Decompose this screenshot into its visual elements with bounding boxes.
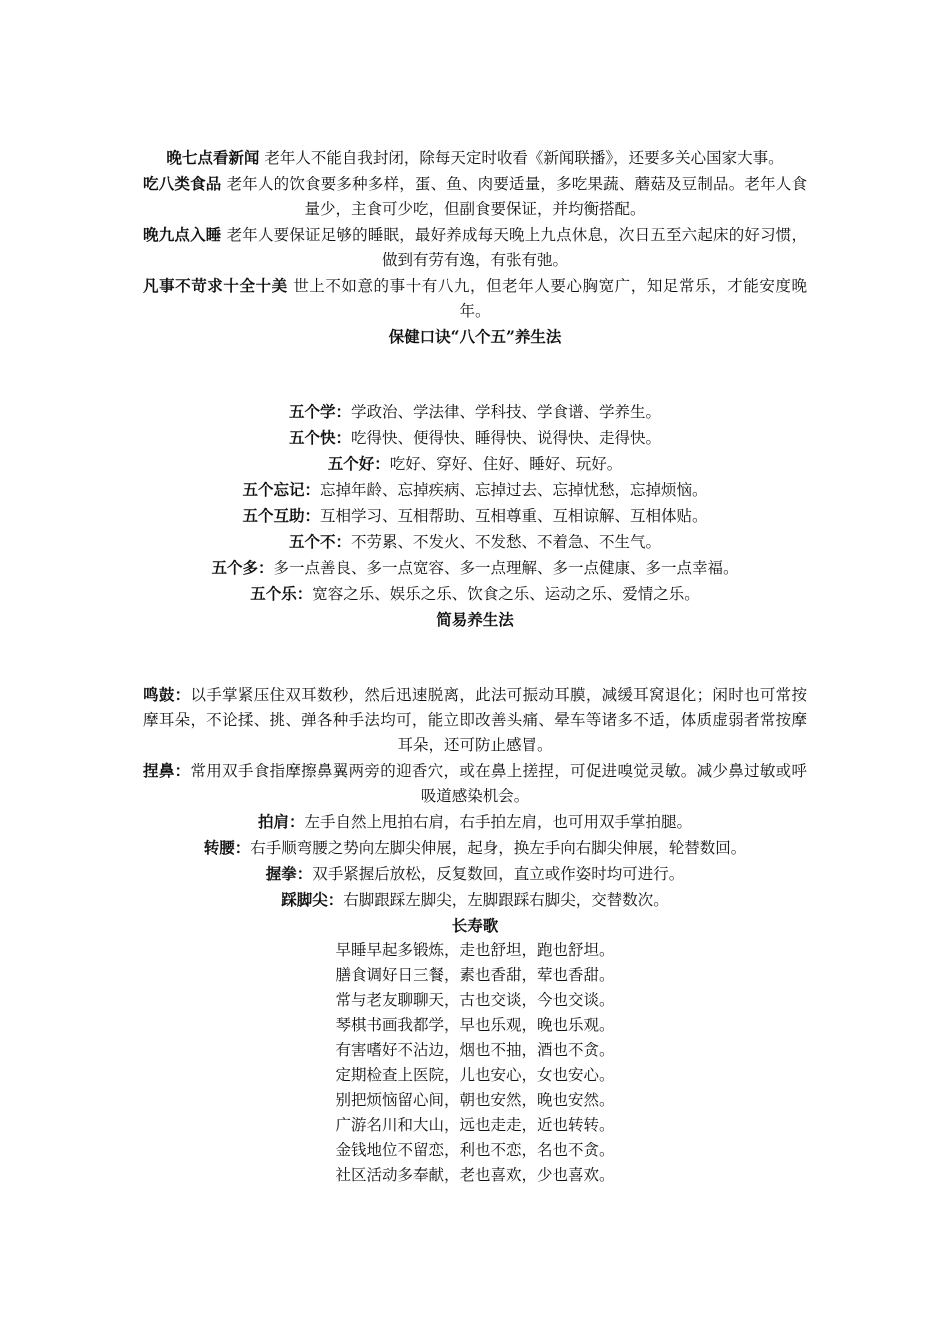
list-item	[143, 503, 807, 529]
poem-line: 琴棋书画我都学，早也乐观，晚也乐观。	[335, 1016, 615, 1034]
item-text: 学政治、学法律、学科技、学食谱、学养生。	[351, 403, 662, 421]
item-text: 宽容之乐、娱乐之乐、饮食之乐、运动之乐、爱情之乐。	[312, 585, 700, 603]
section-heading-simple: 简易养生法	[436, 610, 514, 629]
method-label: 转腰：	[203, 838, 251, 857]
item-text: 不劳累、不发火、不发愁、不着急、不生气。	[351, 533, 662, 551]
list-item	[143, 451, 807, 477]
method-text: 以手掌紧压住双耳数秒，然后迅速脱离，此法可振动耳膜，减缓耳窝退化；闲时也可常按摩耳朵，不论揉、挑、弹各种手法均可，能立即改善头痛、晕车等诸多不适，体质虚弱者常按摩耳朵，还可防止感冒。	[143, 686, 807, 754]
tip-title: 晚九点入睡	[143, 225, 222, 244]
item-label: 五个忘记：	[242, 480, 320, 499]
poem-line: 早睡早起多锻炼，走也舒坦，跑也舒坦。	[335, 941, 615, 959]
tip-text: 老年人要保证足够的睡眠，最好养成每天晚上九点休息，次日五至六起床的好习惯，做到有劳有逸，有张有弛。	[226, 226, 807, 269]
method-line	[143, 887, 807, 913]
list-item	[143, 425, 807, 451]
tip-paragraph	[143, 222, 807, 273]
item-label: 五个不：	[288, 532, 351, 551]
tip-title: 吃八类食品	[143, 174, 222, 193]
method-paragraph	[143, 758, 807, 809]
list-item	[143, 581, 807, 607]
tip-title: 凡事不苛求十全十美	[143, 276, 288, 295]
item-label: 五个互助：	[242, 506, 320, 525]
section-heading-song: 长寿歌	[451, 916, 499, 935]
spacer	[143, 349, 807, 399]
method-label: 鸣鼓：	[143, 685, 191, 704]
tip-text: 老年人的饮食要多种多样，蛋、鱼、肉要适量，多吃果蔬、蘑菇及豆制品。老年人食量少，主食可少吃，但副食要保证，并均衡搭配。	[226, 175, 807, 218]
item-text: 多一点善良、多一点宽容、多一点理解、多一点健康、多一点幸福。	[273, 559, 739, 577]
method-line	[143, 835, 807, 861]
poem-line: 常与老友聊聊天，古也交谈，今也交谈。	[335, 991, 615, 1009]
section-heading-eight-fives: 保健口诀“八个五”养生法	[388, 327, 562, 346]
method-line	[143, 809, 807, 835]
tip-text: 老年人不能自我封闭，除每天定时收看《新闻联播》，还要多关心国家大事。	[264, 149, 784, 167]
item-text: 吃得快、便得快、睡得快、说得快、走得快。	[351, 429, 662, 447]
poem-line: 社区活动多奉献，老也喜欢，少也喜欢。	[335, 1166, 615, 1184]
tip-paragraph	[143, 145, 807, 171]
spacer	[143, 632, 807, 682]
poem-line: 别把烦恼留心间，朝也安然，晚也安然。	[335, 1091, 615, 1109]
tip-paragraph	[143, 171, 807, 222]
item-text: 忘掉年龄、忘掉疾病、忘掉过去、忘掉忧愁，忘掉烦恼。	[320, 481, 708, 499]
item-label: 五个多：	[211, 558, 274, 577]
item-text: 互相学习、互相帮助、互相尊重、互相谅解、互相体贴。	[320, 507, 708, 525]
method-text: 双手紧握后放松，反复数回，直立或作姿时均可进行。	[312, 865, 685, 883]
list-item	[143, 529, 807, 555]
method-line	[143, 861, 807, 887]
item-label: 五个快：	[288, 428, 351, 447]
method-label: 握拳：	[265, 864, 313, 883]
method-text: 右脚跟踩左脚尖，左脚跟踩右脚尖，交替数次。	[343, 891, 669, 909]
method-text: 左手自然上甩拍右肩，右手拍左肩，也可用双手掌拍腿。	[304, 813, 693, 831]
tip-paragraph	[143, 273, 807, 324]
method-label: 拍肩：	[257, 812, 305, 831]
poem-line: 有害嗜好不沾边，烟也不抽，酒也不贪。	[335, 1041, 615, 1059]
method-label: 捏鼻：	[143, 761, 191, 780]
method-label: 踩脚尖：	[281, 890, 344, 909]
poem-line: 金钱地位不留恋，利也不恋，名也不贪。	[335, 1141, 615, 1159]
poem-line: 广游名川和大山，远也走走，近也转转。	[335, 1116, 615, 1134]
item-label: 五个学：	[288, 402, 351, 421]
tip-text: 世上不如意的事十有八九，但老年人要心胸宽广，知足常乐，才能安度晚年。	[293, 277, 807, 320]
list-item	[143, 477, 807, 503]
document-page	[143, 145, 807, 1188]
item-label: 五个乐：	[250, 584, 313, 603]
item-text: 吃好、穿好、住好、睡好、玩好。	[389, 455, 623, 473]
list-item	[143, 555, 807, 581]
poem-line: 定期检查上医院，儿也安心，女也安心。	[335, 1066, 615, 1084]
poem-line: 膳食调好日三餐，素也香甜，荤也香甜。	[335, 966, 615, 984]
method-paragraph	[143, 682, 807, 758]
method-text: 右手顺弯腰之势向左脚尖伸展，起身，换左手向右脚尖伸展，轮替数回。	[250, 839, 747, 857]
list-item	[143, 399, 807, 425]
method-text: 常用双手食指摩擦鼻翼两旁的迎香穴，或在鼻上搓捏，可促进嗅觉灵敏。减少鼻过敏或呼吸道感染机会。	[190, 762, 807, 805]
item-label: 五个好：	[327, 454, 390, 473]
tip-title: 晚七点看新闻	[166, 148, 260, 167]
